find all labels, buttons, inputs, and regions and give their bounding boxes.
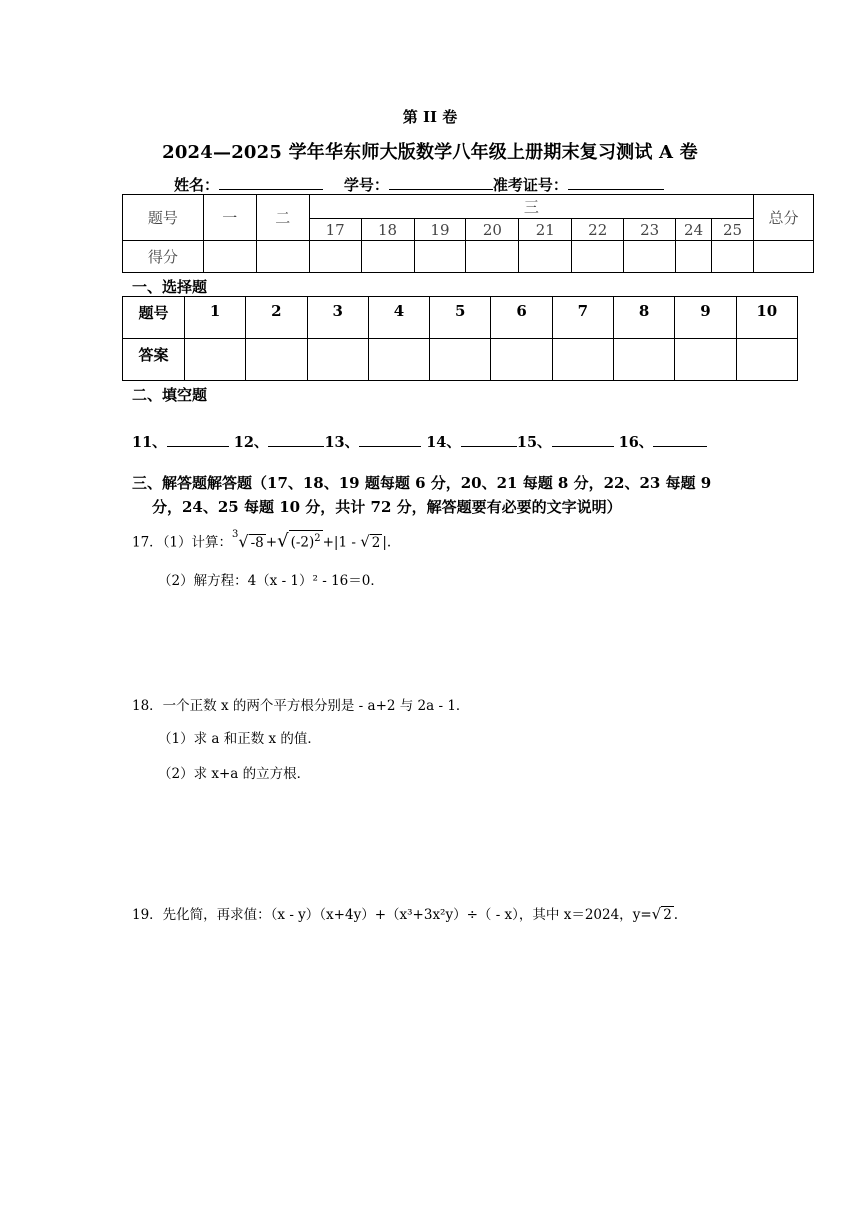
score-sub-24: 24 (676, 219, 712, 241)
fill-label-14: 14、 (426, 434, 461, 451)
score-cell[interactable] (624, 241, 676, 273)
score-header-section2: 二 (256, 195, 309, 241)
q17-part1-label: （1）计算： (162, 534, 233, 551)
score-cell[interactable] (361, 241, 414, 273)
answer-cell[interactable] (614, 339, 675, 381)
fill-label-12: 12、 (233, 434, 269, 451)
student-id-blank[interactable] (389, 175, 493, 190)
answer-cell[interactable] (368, 339, 429, 381)
q19-stem: 19．先化简，再求值：（x - y）（x+4y）+（x³+3x²y）÷（ - x），其中 x＝2024，y=√ 2 . (132, 905, 679, 923)
student-id-label: 学号： (343, 176, 389, 194)
score-cell[interactable] (712, 241, 754, 273)
answer-table (122, 296, 798, 381)
section2-title: 二、填空题 (132, 386, 208, 404)
score-header-label: 题号 (123, 195, 204, 241)
score-cell[interactable] (256, 241, 309, 273)
square-root-expression: √ $(-2)^2$ (277, 530, 321, 552)
section3-title-line2: 分，24、25 每题 10 分，共计 72 分，解答题要有必要的文字说明） (152, 498, 622, 516)
answer-cell[interactable] (552, 339, 613, 381)
fill-blank-16[interactable] (653, 432, 707, 447)
section1-title: 一、选择题 (132, 278, 208, 296)
fill-label-16: 16、 (618, 434, 654, 451)
answer-cell[interactable] (736, 339, 797, 381)
score-sub-20: 20 (466, 219, 519, 241)
paper-volume-label: 第 II 卷 (402, 108, 458, 126)
score-header-total: 总分 (754, 195, 814, 241)
answer-number-7: 7 (552, 297, 613, 339)
fill-blank-11[interactable] (167, 432, 229, 447)
cube-root-expression: $^3$√ -8 (232, 529, 264, 551)
fill-label-15: 15、 (516, 434, 552, 451)
exam-number-label: 准考证号： (492, 176, 568, 194)
answer-number-6: 6 (491, 297, 552, 339)
score-sub-21: 21 (519, 219, 572, 241)
answer-number-4: 4 (368, 297, 429, 339)
score-cell[interactable] (466, 241, 519, 273)
name-label: 姓名： (174, 176, 220, 194)
q17-part2: （2）解方程：4（x - 1）² - 16＝0． (158, 573, 384, 589)
answer-number-5: 5 (430, 297, 491, 339)
score-cell[interactable] (414, 241, 466, 273)
score-sub-22: 22 (572, 219, 624, 241)
answer-number-3: 3 (307, 297, 368, 339)
score-sub-19: 19 (414, 219, 466, 241)
score-cell[interactable] (754, 241, 814, 273)
fill-label-11: 11、 (132, 434, 167, 451)
answer-number-10: 10 (736, 297, 797, 339)
score-cell[interactable] (203, 241, 256, 273)
score-cell[interactable] (309, 241, 361, 273)
answer-cell[interactable] (307, 339, 368, 381)
exam-number-blank[interactable] (568, 175, 664, 190)
q17-number: 17． (132, 534, 163, 551)
score-sub-18: 18 (361, 219, 414, 241)
score-cell[interactable] (572, 241, 624, 273)
fill-blank-13[interactable] (359, 432, 421, 447)
score-sub-17: 17 (309, 219, 361, 241)
student-info-row (174, 174, 664, 195)
score-row-label: 得分 (123, 241, 204, 273)
page-title: 2024—2025 学年华东师大版数学八年级上册期末复习测试 A 卷 (162, 142, 698, 163)
answer-cell[interactable] (184, 339, 245, 381)
q18-stem: 18．一个正数 x 的两个平方根分别是 - a+2 与 2a - 1． (132, 698, 470, 714)
q18-part2: （2）求 x+a 的立方根． (158, 766, 311, 782)
answer-row-label: 答案 (123, 339, 185, 381)
score-table (122, 194, 814, 273)
name-blank[interactable] (219, 175, 323, 190)
section3-title-line1: 三、解答题解答题（17、18、19 题每题 6 分，20、21 每题 8 分，22、23 每题 9 (132, 474, 712, 492)
answer-number-9: 9 (675, 297, 736, 339)
answer-number-2: 2 (246, 297, 307, 339)
score-header-section1: 一 (203, 195, 256, 241)
score-cell[interactable] (519, 241, 572, 273)
answer-cell[interactable] (246, 339, 307, 381)
score-header-section3: 三 (309, 195, 753, 219)
q18-part1: （1）求 a 和正数 x 的值． (158, 731, 321, 747)
answer-header-label: 题号 (123, 297, 185, 339)
answer-cell[interactable] (491, 339, 552, 381)
fill-label-13: 13、 (324, 434, 360, 451)
score-sub-25: 25 (712, 219, 754, 241)
q19-text: 19．先化简，再求值：（x - y）（x+4y）+（x³+3x²y）÷（ - x），其中 x＝2024， (132, 907, 633, 923)
fill-blank-12[interactable] (268, 432, 324, 447)
fill-blank-15[interactable] (552, 432, 614, 447)
answer-number-8: 8 (614, 297, 675, 339)
fill-blanks-row (132, 431, 707, 452)
fill-blank-14[interactable] (461, 432, 517, 447)
q17-part1: 17．（1）计算：$^3$√ -8 +√ $(-2)^2 +|1$ - √ 2 |. (132, 529, 392, 552)
answer-cell[interactable] (430, 339, 491, 381)
score-sub-23: 23 (624, 219, 676, 241)
answer-cell[interactable] (675, 339, 736, 381)
q19-y-equals: y= (632, 907, 652, 923)
score-cell[interactable] (676, 241, 712, 273)
answer-number-1: 1 (184, 297, 245, 339)
